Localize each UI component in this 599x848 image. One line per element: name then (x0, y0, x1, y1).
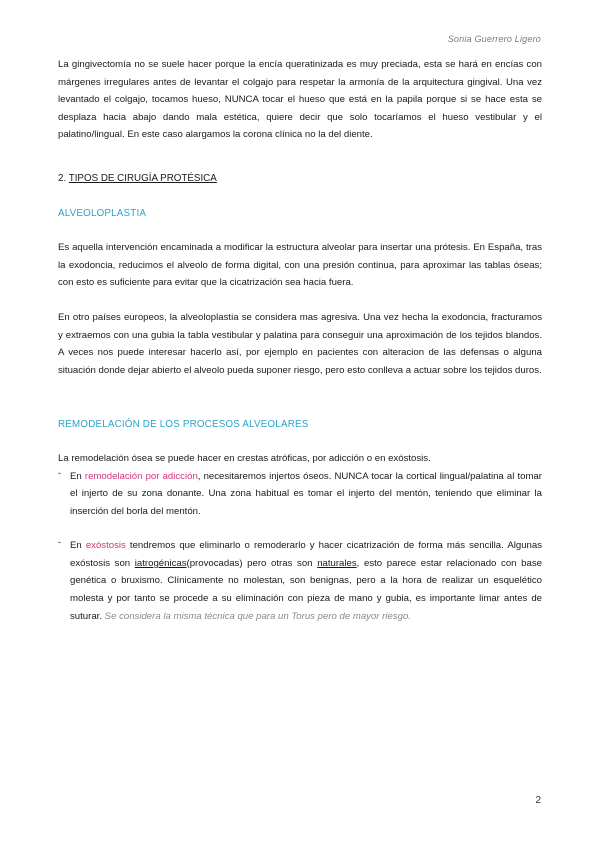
item-lead: En (70, 470, 82, 482)
alveoloplastia-paragraph-2: En otro países europeos, la alveoloplastia se considera mas agresiva. Una vez hecha la exodoncia, fracturamos y extraemos con una gubia la tabla vestibular y palatina para conseguir una aproximación de los tejidos blandos. A veces nos puede interesar hacerlo así, por ejemplo en pacientes con alteracion de las defensas o alguna situación donde dejar abierto el alveolo pueda suponer riesgo, pero esto conlleva a actuar sobre los tejidos duros. (58, 311, 542, 376)
section-title: TIPOS DE CIRUGÍA PROTÉSICA (68, 172, 217, 184)
subheading-alveoloplastia: ALVEOLOPLASTIA (58, 207, 147, 219)
item-lead: En (70, 540, 82, 552)
page-number: 2 (535, 795, 541, 806)
italic-note: Se considera la misma técnica que para un Torus pero de mayor riesgo. (104, 610, 411, 622)
item-text: , necesitaremos injertos óseos. NUNCA tocar la cortical lingual/palatina al tomar el injerto de su zona donante. Una zona habitual es tomar el injerto del mentón, teniendo que eliminar la inserción del borla del mentón. (70, 470, 542, 517)
section-number: 2. (58, 172, 67, 184)
item-text-c: , esto parece estar relacionado con base genética o bruxismo. Clínicamente no molestan, son benignas, pero a la hora de realizar un esquelético molesta y por tanto se procede a su eliminación con pieza de mano y gubia, es importante limar antes de suturar. (70, 557, 542, 622)
section-heading (58, 170, 542, 188)
intro-paragraph: La gingivectomía no se suele hacer porque la encía queratinizada es muy preciada, esta se hará en encías con márgenes irregulares antes de levantar el colgajo para respetar la armonía de la arquitectura gingival. Una vez levantado el colgajo, tocamos hueso, NUNCA tocar el hueso que está en la papila porque si se hace esta se desplaza hacia abajo dando mala estética, quiere decir que solo tocaríamos el hueso vestibular y el palatino/lingual. En este caso alargamos la corona clínica no la del diente. (58, 59, 542, 141)
page-header-author: Sonia Guerrero Ligero (447, 34, 541, 44)
underlined-naturales: naturales (317, 557, 357, 569)
remodelacion-intro: La remodelación ósea se puede hacer en crestas atróficas, por adicción o en exóstosis. (58, 452, 431, 464)
list-dash: - (58, 537, 61, 548)
list-item-exostosis (58, 537, 542, 625)
list-dash: - (58, 467, 61, 478)
highlight-remodelacion-por-adiccion: remodelación por adicción (84, 470, 198, 482)
item-text-b: (provocadas) pero otras son (186, 557, 318, 569)
list-item-adiccion (58, 468, 542, 521)
alveoloplastia-paragraph-1: Es aquella intervención encaminada a modificar la estructura alveolar para insertar una prótesis. En España, tras la exodoncia, reducimos el alveolo de forma digital, con una presión continua, para aproximar las tablas óseas; con esto es suficiente para evitar que la cicatrización sea hacia fuera. (58, 242, 542, 289)
item-text-a: tendremos que eliminarlo o remoderarlo y hacer cicatrización de forma más sencilla. Algunas exóstosis son (70, 540, 543, 569)
remodelacion-list (58, 468, 542, 626)
underlined-iatrogenicas: iatrogénicas (134, 557, 187, 569)
highlight-exostosis: exóstosis (85, 540, 126, 552)
page-content (58, 56, 542, 625)
subheading-remodelacion: REMODELACIÓN DE LOS PROCESOS ALVEOLARES (58, 419, 309, 431)
